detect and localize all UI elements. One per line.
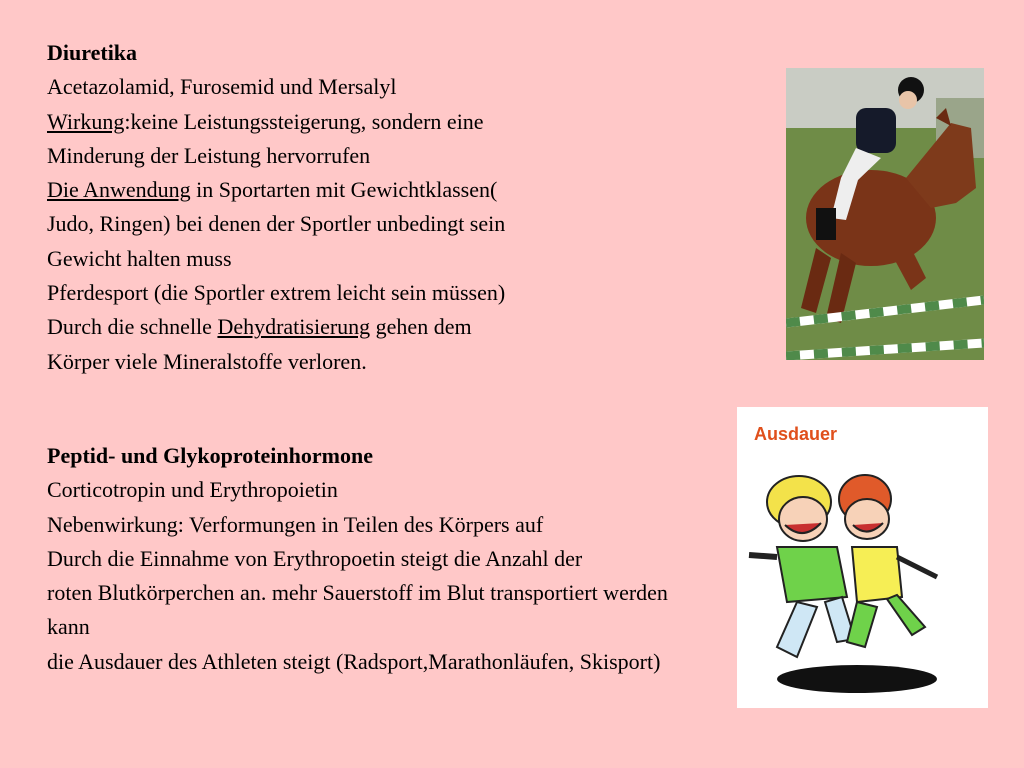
peptid-line-3: Durch die Einnahme von Erythropoetin steigt die Anzahl der [47,545,583,571]
diuretika-anwendung-line [47,173,767,207]
wirkung-text: :keine Leistungssteigerung, sondern eine [124,108,484,134]
peptid-line-2: Nebenwirkung: Verformungen in Teilen des Körpers auf [47,511,544,537]
horse-photo-icon [786,68,984,360]
dehydratisierung-post: gehen dem [370,314,472,340]
peptid-line-4: roten Blutkörperchen an. mehr Sauerstoff im Blut transportiert werden [47,580,668,606]
dehydratisierung-link[interactable]: Dehydratisierung [217,314,371,340]
diuretika-section [47,36,767,379]
cartoon-title: Ausdauer [754,424,838,444]
diuretika-line-9: Körper viele Mineralstoffe verloren. [47,348,367,374]
peptid-line-6: die Ausdauer des Athleten steigt (Radsport,Marathonläufen, Skisport) [47,648,661,674]
wirkung-link[interactable]: Wirkung [47,108,125,134]
diuretika-wirkung-line [47,105,767,139]
diuretika-line-6: Gewicht halten muss [47,245,232,271]
peptid-section [47,439,1007,679]
diuretika-line-5: Judo, Ringen) bei denen der Sportler unbedingt sein [47,211,506,237]
diuretika-line-3: Minderung der Leistung hervorrufen [47,142,371,168]
diuretika-line-7: Pferdesport (die Sportler extrem leicht sein müssen) [47,280,506,306]
dehydratisierung-pre: Durch die schnelle [47,314,218,340]
diuretika-heading: Diuretika [47,40,138,65]
peptid-line-5: kann [47,614,90,640]
diuretika-substances: Acetazolamid, Furosemid und Mersalyl [47,74,397,100]
anwendung-link[interactable]: Die Anwendung [47,177,191,203]
horse-jumping-photo [786,68,984,360]
peptid-heading: Peptid- und Glykoproteinhormone [47,443,373,468]
peptid-line-1: Corticotropin und Erythropoietin [47,477,338,503]
diuretika-dehydratisierung-line [47,310,767,344]
anwendung-text: in Sportarten mit Gewichtklassen( [190,177,498,203]
